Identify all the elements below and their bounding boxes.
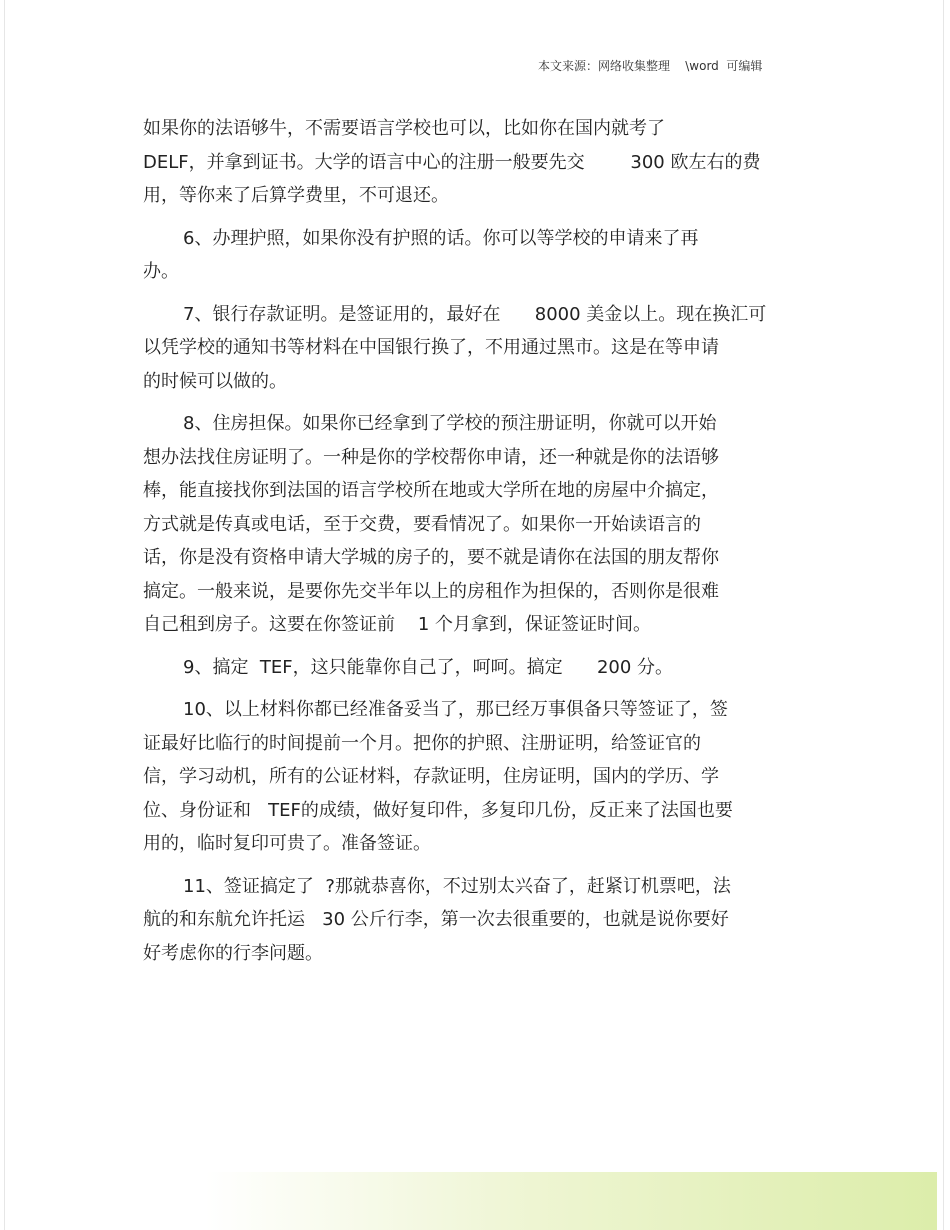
text-line: DELF，并拿到证书。大学的语言中心的注册一般要先交 300 欧左右的费 bbox=[143, 151, 761, 173]
text-line: 信，学习动机，所有的公证材料，存款证明，住房证明，国内的学历、学 bbox=[143, 766, 719, 787]
text-line: 自己租到房子。这要在你签证前 1 个月拿到，保证签证时间。 bbox=[143, 614, 652, 635]
text-line: 8、住房担保。如果你已经拿到了学校的预注册证明，你就可以开始 bbox=[183, 413, 717, 434]
text-line: 如果你的法语够牛，不需要语言学校也可以，比如你在国内就考了 bbox=[143, 118, 665, 139]
text-line: 以凭学校的通知书等材料在中国银行换了，不用通过黑市。这是在等申请 bbox=[143, 337, 719, 358]
text-line: 10、以上材料你都已经准备妥当了，那已经万事俱备只等签证了，签 bbox=[183, 699, 728, 720]
text-line: 好考虑你的行李问题。 bbox=[143, 942, 323, 964]
paragraph bbox=[143, 693, 808, 861]
text-line: 用的，临时复印可贵了。准备签证。 bbox=[143, 833, 431, 854]
text-line: 证最好比临行的时间提前一个月。把你的护照、注册证明，给签证官的 bbox=[143, 732, 701, 754]
text-line: 方式就是传真或电话，至于交费，要看情况了。如果你一开始读语言的 bbox=[143, 513, 701, 535]
footer-decoration bbox=[205, 1172, 937, 1230]
text-line: 11、签证搞定了 ?那就恭喜你，不过别太兴奋了，赶紧订机票吧，法 bbox=[183, 875, 731, 897]
paragraph bbox=[143, 222, 808, 289]
document-body bbox=[143, 112, 808, 979]
paragraph bbox=[143, 651, 808, 685]
text-line: 话，你是没有资格申请大学城的房子的，要不就是请你在法国的朋友帮你 bbox=[143, 547, 719, 568]
text-line: 7、银行存款证明。是签证用的，最好在 8000 美金以上。现在换汇可 bbox=[183, 303, 767, 325]
document-page bbox=[4, 0, 944, 1230]
text-line: 用，等你来了后算学费里，不可退还。 bbox=[143, 185, 449, 206]
source-note: 本文来源：网络收集整理 \word 可编辑 bbox=[538, 59, 763, 73]
text-line: 6、办理护照，如果你没有护照的话。你可以等学校的申请来了再 bbox=[183, 227, 699, 249]
text-line: 搞定。一般来说，是要你先交半年以上的房租作为担保的，否则你是很难 bbox=[143, 580, 719, 602]
text-line: 棒，能直接找你到法国的语言学校所在地或大学所在地的房屋中介搞定， bbox=[143, 480, 719, 501]
text-line: 9、搞定 TEF，这只能靠你自己了，呵呵。搞定 200 分。 bbox=[183, 656, 674, 678]
text-line: 的时候可以做的。 bbox=[143, 370, 287, 392]
text-line: 想办法找住房证明了。一种是你的学校帮你申请，还一种就是你的法语够 bbox=[143, 446, 719, 468]
text-line: 办。 bbox=[143, 261, 179, 282]
paragraph bbox=[143, 407, 808, 642]
text-line: 位、身份证和 TEF的成绩，做好复印件，多复印几份，反正来了法国也要 bbox=[143, 799, 733, 821]
paragraph bbox=[143, 112, 808, 213]
text-line: 航的和东航允许托运 30 公斤行李，第一次去很重要的，也就是说你要好 bbox=[143, 909, 729, 930]
paragraph bbox=[143, 298, 808, 399]
paragraph bbox=[143, 870, 808, 971]
